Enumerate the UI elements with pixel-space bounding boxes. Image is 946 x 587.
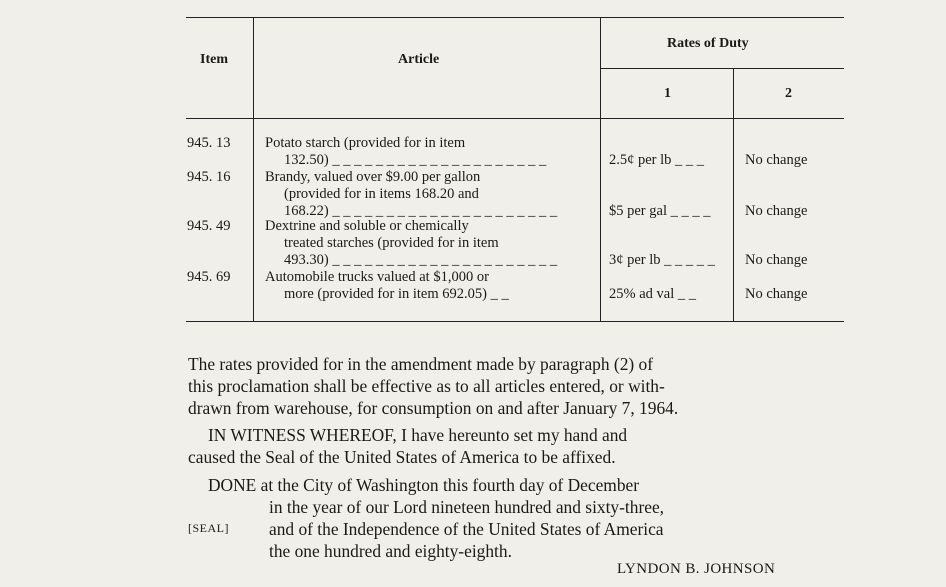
header-column-2: 2 <box>785 86 792 101</box>
row-3-article-line-3: 493.30) _ _ _ _ _ _ _ _ _ _ _ _ _ _ _ _ _ _ _ _ _ <box>284 252 558 268</box>
row-4-rate-2: No change <box>745 286 808 302</box>
signature: LYNDON B. JOHNSON <box>617 561 776 577</box>
row-3-article-line-2: treated starches (provided for in item <box>284 235 499 251</box>
row-1-item: 945. 13 <box>187 135 231 151</box>
row-3-rate-1: 3¢ per lb _ _ _ _ _ <box>609 252 715 268</box>
paragraph-3-line-1: DONE at the City of Washington this fourth day of December <box>208 475 640 495</box>
row-2-article-line-2: (provided for in items 168.20 and <box>284 186 479 202</box>
paragraph-2-line-1: IN WITNESS WHEREOF, I have hereunto set my hand and <box>208 425 628 445</box>
table-top-rule <box>186 17 844 18</box>
item-column-divider <box>253 17 254 321</box>
row-2-rate-2: No change <box>745 203 808 219</box>
rate-column-divider <box>733 68 734 321</box>
row-2-item: 945. 16 <box>187 169 231 185</box>
row-2-article-line-3: 168.22) _ _ _ _ _ _ _ _ _ _ _ _ _ _ _ _ _ _ _ _ _ <box>284 203 558 219</box>
rates-sub-rule <box>600 68 844 69</box>
row-3-item: 945. 49 <box>187 218 231 234</box>
row-1-article-line-2: 132.50) _ _ _ _ _ _ _ _ _ _ _ _ _ _ _ _ _ _ _ _ <box>284 152 547 168</box>
paragraph-3-line-2: in the year of our Lord nineteen hundred and sixty-three, <box>269 497 665 517</box>
article-column-divider <box>600 17 601 321</box>
row-1-rate-2: No change <box>745 152 808 168</box>
header-article: Article <box>398 52 440 67</box>
seal-mark: [SEAL] <box>188 521 229 535</box>
row-1-rate-1: 2.5¢ per lb _ _ _ <box>609 152 705 168</box>
row-2-rate-1: $5 per gal _ _ _ _ <box>609 203 711 219</box>
header-item: Item <box>200 52 228 67</box>
paragraph-1-line-2: this proclamation shall be effective as to all articles entered, or with- <box>188 376 665 396</box>
header-column-1: 1 <box>664 86 671 101</box>
bleed-through-text <box>470 2 474 22</box>
paragraph-1-line-3: drawn from warehouse, for consumption on and after January 7, 1964. <box>188 398 679 418</box>
row-1-article-line-1: Potato starch (provided for in item <box>265 135 466 151</box>
header-rates-of-duty: Rates of Duty <box>667 36 749 51</box>
row-4-item: 945. 69 <box>187 269 231 285</box>
paragraph-2-line-2: caused the Seal of the United States of America to be affixed. <box>188 447 616 467</box>
row-4-rate-1: 25% ad val _ _ <box>609 286 696 302</box>
row-3-rate-2: No change <box>745 252 808 268</box>
paragraph-1-line-1: The rates provided for in the amendment made by paragraph (2) of <box>188 354 654 374</box>
row-3-article-line-1: Dextrine and soluble or chemically <box>265 218 469 234</box>
row-4-article-line-1: Automobile trucks valued at $1,000 or <box>265 269 489 285</box>
header-bottom-rule <box>186 118 844 119</box>
table-bottom-rule <box>186 321 844 322</box>
row-2-article-line-1: Brandy, valued over $9.00 per gallon <box>265 169 481 185</box>
paragraph-3-line-3: and of the Independence of the United States of America <box>269 519 664 539</box>
row-4-article-line-2: more (provided for in item 692.05) _ _ <box>284 286 509 302</box>
paragraph-3-line-4: the one hundred and eighty-eighth. <box>269 541 512 561</box>
